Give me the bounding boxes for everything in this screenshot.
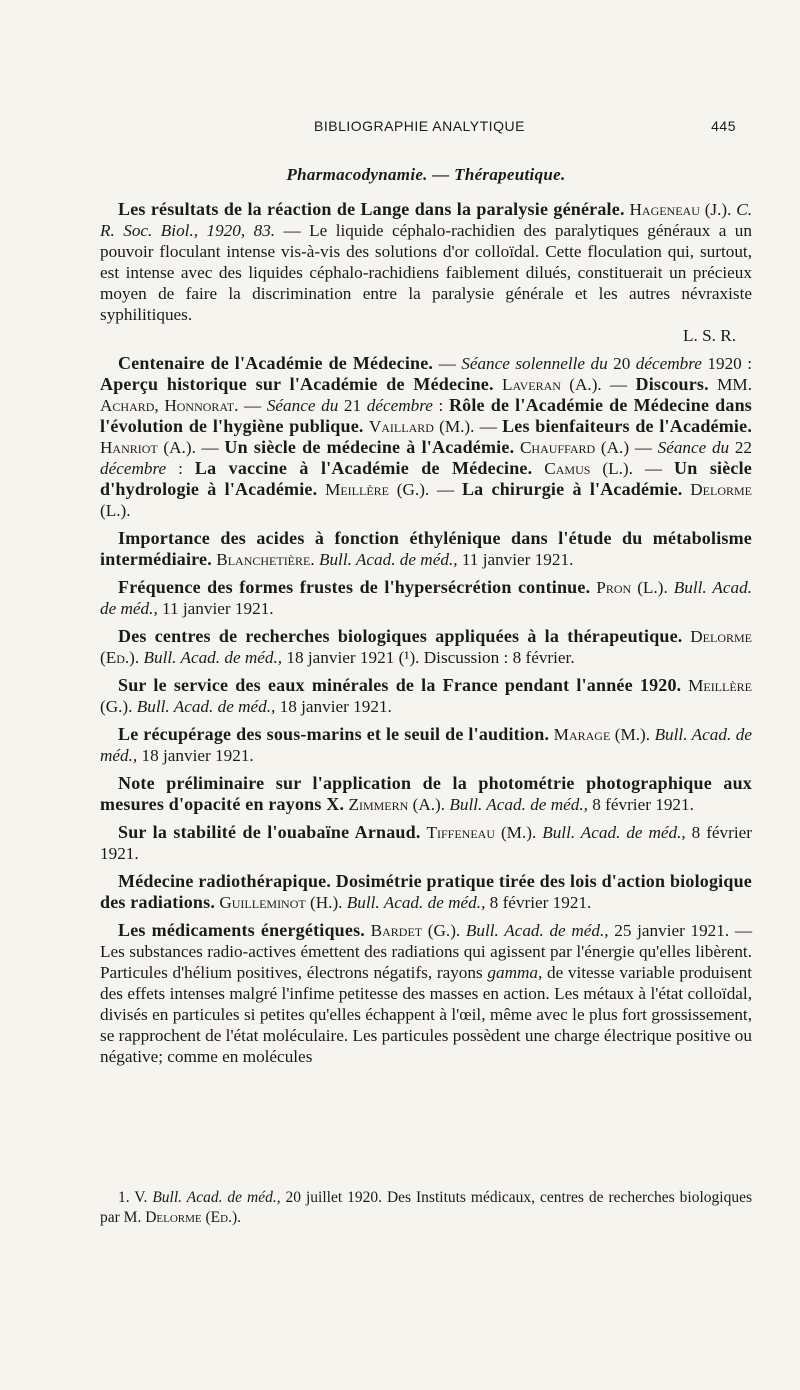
body-text: — (429, 480, 462, 499)
italic-text: Bull. Acad. de méd., (346, 893, 486, 912)
entry-title: Les résultats de la réaction de Lange dans la paralysie générale. (118, 199, 625, 219)
body-text: 1920 : (701, 354, 752, 373)
entry-title: Le récupérage des sous-marins et le seuil de l'audition. (118, 724, 550, 744)
italic-text: décembre (635, 354, 702, 373)
italic-text: Bull. Acad. de méd., (152, 1189, 281, 1206)
body-text: — (601, 375, 636, 394)
entry-abstract: — Le liquide céphalo-rachidien des paralytiques généraux a un pouvoir floculant intense vis-à-vis des solutions d'or colloïdal. Cette floculation qui, surtout, est intense avec des liquides céphalo-rachidiens faiblement dilués, constituerait un précieux moyen de faire la discrimination entre la paralysie générale et les autres névraxiste syphilitiques. (100, 221, 752, 324)
body-text: 20 (607, 354, 636, 373)
body-text: — (433, 354, 462, 373)
footnote (100, 1188, 752, 1228)
body-text: 18 janvier 1921. (275, 697, 392, 716)
entry-signature: L. S. R. (682, 326, 736, 345)
entry-title: Les médicaments énergétiques. (118, 920, 365, 940)
author-name: Delorme (Ed.). (100, 627, 752, 667)
entry-author: Hageneau (J.). (629, 200, 732, 219)
italic-text: Bull. Acad. de méd., (143, 648, 283, 667)
body-text: — (629, 438, 658, 457)
author-name: Blanchetière. (216, 550, 315, 569)
entry-title: Aperçu historique sur l'Académie de Médecine. (100, 374, 494, 394)
author-name: Meillère (G.). (325, 480, 430, 499)
bibliography-entry (100, 724, 752, 766)
body-text: — (238, 396, 267, 415)
footnotes (100, 1188, 752, 1228)
bibliography-entry (100, 773, 752, 815)
body-text: 22 (729, 438, 753, 457)
page-number: 445 (711, 118, 736, 134)
bibliography-entries (100, 353, 752, 1067)
entry-title: La vaccine à l'Académie de Médecine. (194, 458, 533, 478)
italic-text: Séance solennelle du (461, 354, 608, 373)
entry-title: Centenaire de l'Académie de Médecine. (118, 353, 434, 373)
italic-text: Séance du (657, 438, 730, 457)
author-name: Laveran (A.). (502, 375, 602, 394)
body-text: 20 juillet 1920. Des Instituts médicaux, centres de recherches biologiques par M. (100, 1189, 752, 1226)
author-name: Bardet (G.). (370, 921, 461, 940)
body-text: 25 janvier 1921. — Les substances radio-actives émettent des radiations qui agissent par l'énergie qu'elles libèrent. Particules d'hélium positives, électrons négatifs, rayons (100, 921, 753, 982)
entry-title: Un siècle d'hydrologie à l'Académie. (100, 458, 752, 499)
author-name: Camus (L.). (544, 459, 633, 478)
bibliography-entry (100, 822, 752, 864)
entry-title: Sur la stabilité de l'ouabaïne Arnaud. (118, 822, 421, 842)
author-name: Zimmern (A.). (348, 795, 446, 814)
running-title: BIBLIOGRAPHIE ANALYTIQUE (314, 118, 525, 134)
body-text: 11 janvier 1921. (157, 599, 274, 618)
italic-text: Bull. Acad. de méd., (465, 921, 609, 940)
body-text: 11 janvier 1921. (457, 550, 574, 569)
italic-text: gamma, (487, 963, 543, 982)
entry-title: Médecine radiothérapique. Dosimétrie pratique tirée des lois d'action biologique des radiations. (100, 871, 752, 912)
entry-title: Rôle de l'Académie de Médecine dans l'évolution de l'hygiène publique. (100, 395, 753, 436)
body-text: : (166, 459, 195, 478)
italic-text: Bull. Acad. de méd., (100, 578, 753, 618)
body-text: 8 février 1921. (485, 893, 592, 912)
author-name: Marage (M.). (553, 725, 651, 744)
author-name: Delorme (Ed.). (145, 1209, 241, 1226)
body-text: 18 janvier 1921 (¹). Discussion : 8 février. (282, 648, 575, 667)
body-text: 18 janvier 1921. (137, 746, 254, 765)
bibliography-entry (100, 528, 752, 570)
entry-title: Fréquence des formes frustes de l'hypersécrétion continue. (118, 577, 591, 597)
author-name: Guilleminot (H.). (219, 893, 343, 912)
italic-text: Bull. Acad. de méd., (100, 725, 752, 765)
section-title: Pharmacodynamie. — Thérapeutique. (286, 165, 566, 184)
author-name: Vaillard (M.). (368, 417, 475, 436)
entry-title: Les bienfaiteurs de l'Académie. (502, 416, 753, 436)
italic-text: Bull. Acad. de méd., (449, 795, 588, 814)
entry-title: Des centres de recherches biologiques appliquées à la thérapeutique. (118, 626, 683, 646)
bibliography-entry (100, 626, 752, 668)
italic-text: Bull. Acad. de méd., (318, 550, 458, 569)
entry-title: La chirurgie à l'Académie. (461, 479, 683, 499)
body-text: 8 février 1921. (587, 795, 694, 814)
body-text: MM. (708, 375, 753, 394)
author-name: Pron (L.). (596, 578, 668, 597)
bibliography-entry (100, 920, 752, 1067)
bibliography-entry (100, 577, 752, 619)
entry-title: Sur le service des eaux minérales de la France pendant l'année 1920. (118, 675, 682, 695)
entry-title: Note préliminaire sur l'application de la photométrie photographique aux mesures d'opacité en rayons X. (100, 773, 752, 814)
bibliography-entry (100, 675, 752, 717)
italic-text: Bull. Acad. de méd., (136, 697, 276, 716)
author-name: Tiffeneau (M.). (426, 823, 537, 842)
author-name: Chauffard (A.) (519, 438, 630, 457)
body-text: 21 (338, 396, 367, 415)
bibliography-entry (100, 199, 752, 346)
entry-reference: C. R. Soc. Biol., 1920, 83. (100, 200, 753, 240)
body-text: 8 février 1921. (100, 823, 753, 863)
page-body (100, 164, 752, 1074)
italic-text: décembre (366, 396, 433, 415)
author-name: Hanriot (A.). (100, 438, 196, 457)
body-text: : (432, 396, 449, 415)
bibliography-entry (100, 871, 752, 913)
body-text: 1. V. (118, 1189, 153, 1206)
author-name: Delorme (L.). (100, 480, 753, 520)
entry-title: Discours. (635, 374, 709, 394)
italic-text: Bull. Acad. de méd., (542, 823, 686, 842)
body-text (494, 375, 502, 394)
body-text (532, 459, 544, 478)
body-text: de vitesse variable produisent des effets intenses malgré l'infime petitesse des masses en action. Les métaux à l'état colloïdal, divisés en particules si petites qu'elles échappent à l'œil, même avec le plus fort grossissement, se rapprochent de l'état moléculaire. Les particules possèdent une charge électrique positive ou négative; comme en molécules (100, 963, 752, 1066)
entry-title: Un siècle de médecine à l'Académie. (224, 437, 515, 457)
body-text (317, 480, 325, 499)
body-text: — (474, 417, 503, 436)
italic-text: Séance du (266, 396, 339, 415)
italic-text: décembre (100, 459, 167, 478)
body-text: — (632, 459, 675, 478)
author-name: Meillère (G.). (100, 676, 753, 716)
entry-title: Importance des acides à fonction éthylénique dans l'étude du métabolisme intermédiaire. (100, 528, 752, 569)
author-name: Achard, Honnorat. (100, 396, 239, 415)
body-text: — (195, 438, 225, 457)
bibliography-entry (100, 353, 752, 521)
